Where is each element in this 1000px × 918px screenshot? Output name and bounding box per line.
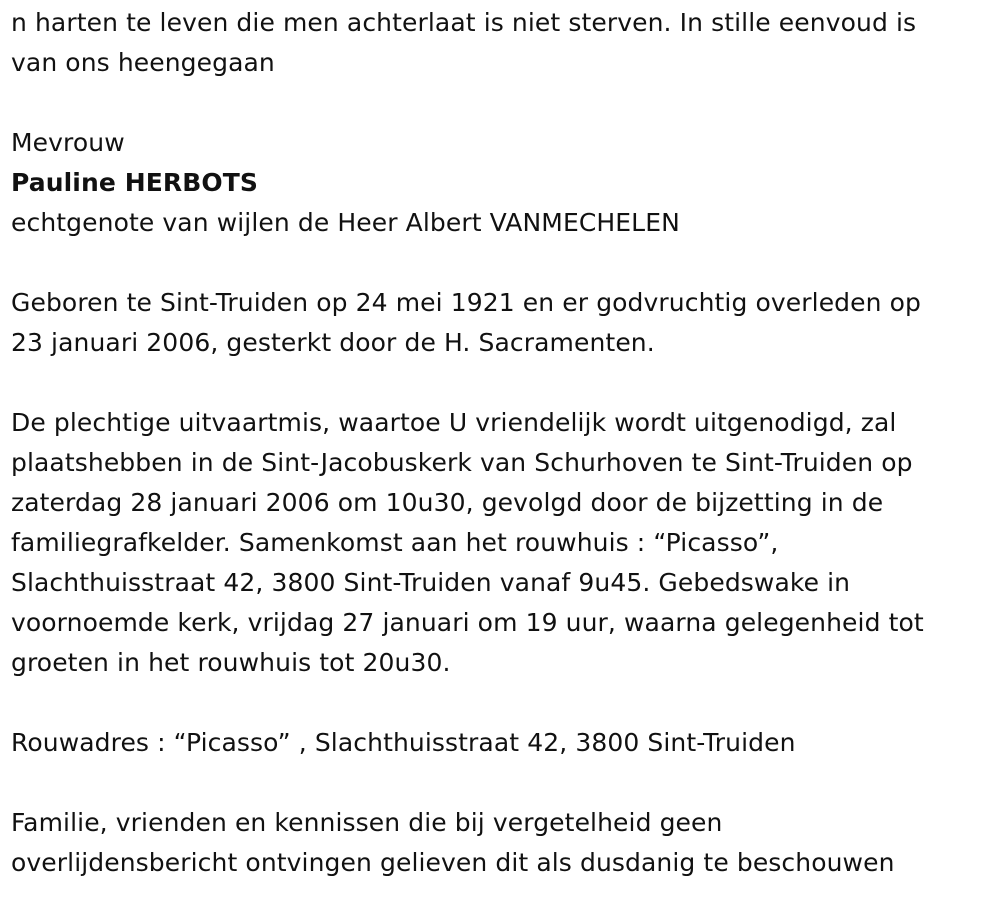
ceremony-line-6: voornoemde kerk, vrijdag 27 januari om 19 uur, waarna gelegenheid tot bbox=[11, 608, 924, 637]
spouse-line: echtgenote van wijlen de Heer Albert VANMECHELEN bbox=[11, 208, 680, 237]
closing-line-1: Familie, vrienden en kennissen die bij vergetelheid geen bbox=[11, 808, 723, 837]
honorific: Mevrouw bbox=[11, 128, 125, 157]
ceremony-line-5: Slachthuisstraat 42, 3800 Sint-Truiden vanaf 9u45. Gebedswake in bbox=[11, 568, 851, 597]
ceremony-line-7: groeten in het rouwhuis tot 20u30. bbox=[11, 648, 451, 677]
ceremony-line-2: plaatshebben in de Sint-Jacobuskerk van Schurhoven te Sint-Truiden op bbox=[11, 448, 913, 477]
paragraph-gap bbox=[11, 683, 986, 723]
obituary-notice bbox=[11, 3, 986, 883]
intro-line-1: n harten te leven die men achterlaat is niet sterven. In stille eenvoud is bbox=[11, 8, 917, 37]
closing-line-2: overlijdensbericht ontvingen gelieven dit als dusdanig te beschouwen bbox=[11, 848, 895, 877]
deceased-name: Pauline HERBOTS bbox=[11, 168, 259, 197]
paragraph-gap bbox=[11, 363, 986, 403]
paragraph-gap bbox=[11, 83, 986, 123]
intro-line-2: van ons heengegaan bbox=[11, 48, 275, 77]
paragraph-gap bbox=[11, 763, 986, 803]
birth-death-line-2: 23 januari 2006, gesterkt door de H. Sacramenten. bbox=[11, 328, 655, 357]
ceremony-line-3: zaterdag 28 januari 2006 om 10u30, gevolgd door de bijzetting in de bbox=[11, 488, 884, 517]
mourning-address: Rouwadres : “Picasso” , Slachthuisstraat 42, 3800 Sint-Truiden bbox=[11, 728, 796, 757]
ceremony-line-1: De plechtige uitvaartmis, waartoe U vriendelijk wordt uitgenodigd, zal bbox=[11, 408, 897, 437]
birth-death-line-1: Geboren te Sint-Truiden op 24 mei 1921 en er godvruchtig overleden op bbox=[11, 288, 921, 317]
paragraph-gap bbox=[11, 243, 986, 283]
ceremony-line-4: familiegrafkelder. Samenkomst aan het rouwhuis : “Picasso”, bbox=[11, 528, 779, 557]
